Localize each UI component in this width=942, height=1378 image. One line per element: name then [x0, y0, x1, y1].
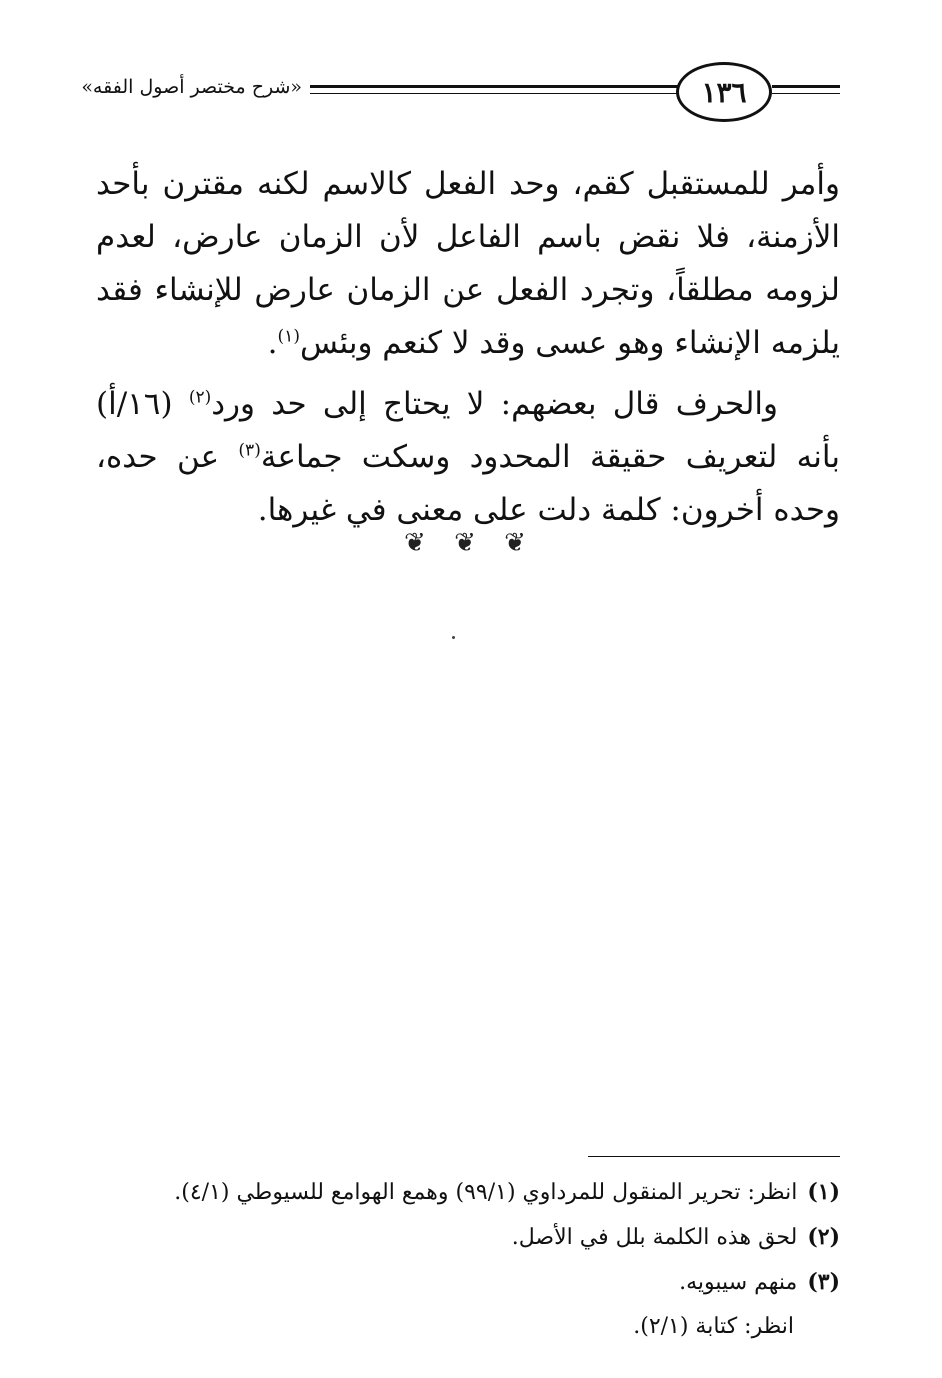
footnote-ref-2: (٢): [188, 387, 212, 408]
header-rule-thick: [310, 85, 678, 88]
paragraph-1: [96, 158, 840, 370]
page-header: [81, 62, 840, 132]
footnote-3-text: منهم سيبويه.: [679, 1270, 798, 1295]
paragraph-2-part3: عن حده، وحده أخرون: كلمة دلت على معنى في غيرها.: [96, 439, 840, 528]
main-text: [96, 158, 840, 537]
footnote-2-number: (٢): [807, 1224, 840, 1250]
header-rule-thin: [310, 93, 678, 94]
footnote-ref-3: (٣): [238, 440, 261, 461]
paragraph-1-end: .: [267, 325, 278, 361]
section-ornament-icon: ❦ ❦ ❦: [404, 528, 536, 558]
footnote-3-continuation-text: انظر: كتابة (٢/١).: [633, 1314, 794, 1339]
page-number-badge: [676, 62, 772, 122]
footnote-2-text: لحق هذه الكلمة بلل في الأصل.: [511, 1225, 798, 1250]
footnote-3-number: (٣): [807, 1269, 840, 1295]
header-rule-thick-right: [772, 85, 840, 88]
footnote-separator: [588, 1156, 840, 1157]
footnote-1-number: (١): [807, 1179, 840, 1205]
footnotes: [96, 1170, 840, 1349]
footnote-1-text: انظر: تحرير المنقول للمرداوي (٩٩/١) وهمع الهوامع للسيوطي (٤/١).: [174, 1180, 798, 1205]
print-speck: [452, 636, 455, 639]
paragraph-1-text: وأمر للمستقبل كقم، وحد الفعل كالاسم لكنه مقترن بأحد الأزمنة، فلا نقض باسم الفاعل لأن الزمان عارض، لعدم لزومه مطلقاً، وتجرد الفعل عن الزمان عارض للإنشاء فقد يلزمه الإنشاء وهو عسى وقد لا كنعم وبئس: [96, 166, 840, 361]
footnote-1: [96, 1170, 840, 1215]
running-title: «شرح مختصر أصول الفقه»: [81, 76, 302, 98]
footnote-3-continuation: [96, 1305, 840, 1349]
footnote-2: [96, 1215, 840, 1260]
paragraph-2-part2: (١٦/أ) بأنه لتعريف حقيقة المحدود وسكت جماعة: [96, 386, 840, 475]
paragraph-2-part1: والحرف قال بعضهم: لا يحتاج إلى حد ورد: [211, 386, 778, 422]
paragraph-2: [96, 378, 840, 537]
page-number: ١٣٦: [701, 75, 747, 109]
footnote-3: [96, 1260, 840, 1305]
header-rule-thin-right: [772, 93, 840, 94]
footnote-ref-1: (١): [277, 326, 300, 347]
